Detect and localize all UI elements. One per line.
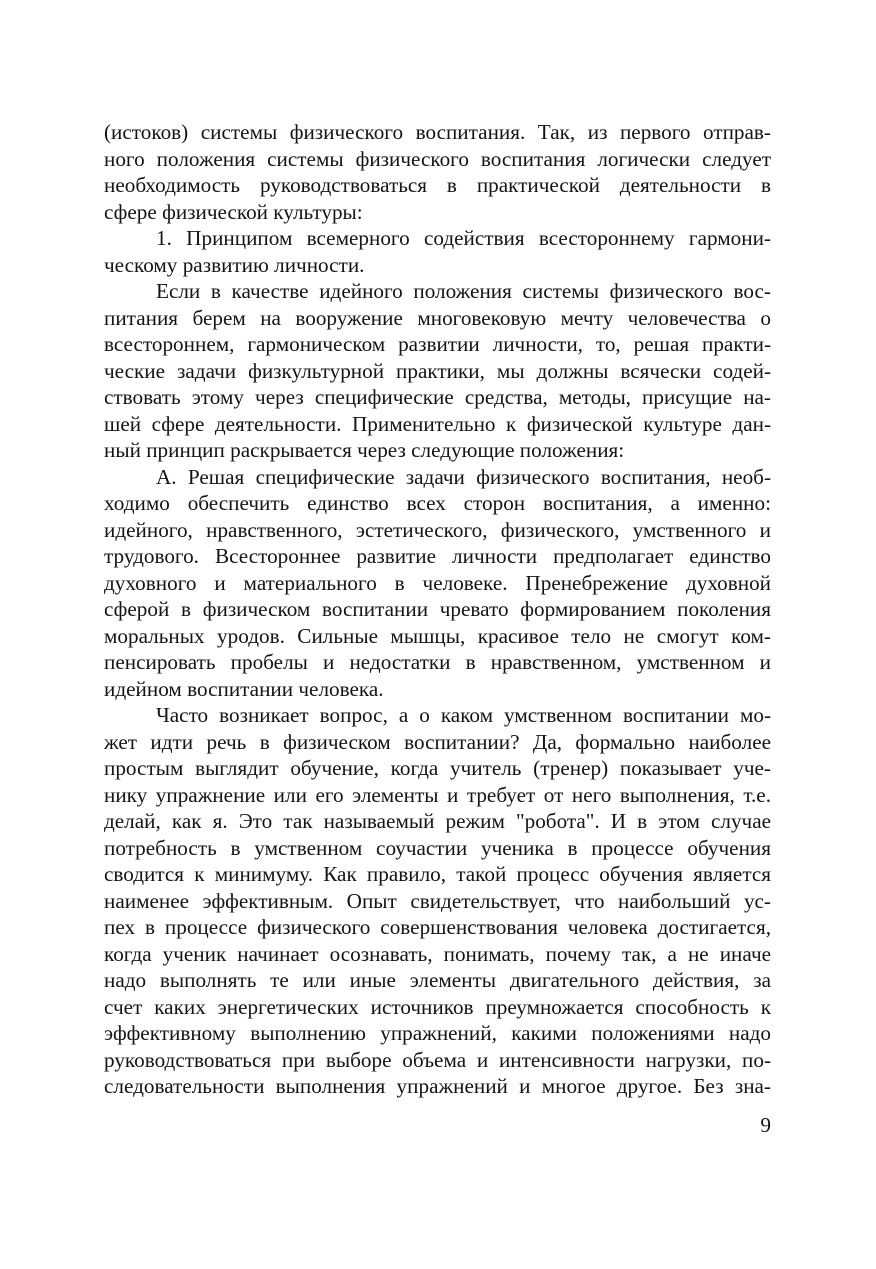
text-line: счет каких энергетических источников преумножается способность к (104, 994, 771, 1019)
text-line: нику упражнение или его элементы и требует от него выполнения, т.е. (104, 782, 771, 807)
text-line: ный принцип раскрывается через следующие положения: (104, 438, 625, 462)
text-line: жет идти речь в физическом воспитании? Да, формально наиболее (104, 729, 771, 754)
paragraph (104, 464, 771, 703)
text-line: простым выглядит обучение, когда учитель (тренер) показывает уче- (104, 756, 771, 780)
text-line: эффективному выполнению упражнений, какими положениями надо (104, 1021, 771, 1045)
text-line: ного положения системы физического воспитания логически следует (104, 146, 771, 171)
text-line: пех в процессе физического совершенствования человека достигается, (104, 915, 771, 939)
paragraph (104, 702, 771, 1100)
text-line: питания берем на вооружение многовековую мечту человечества о (104, 305, 771, 330)
text-line: надо выполнять те или иные элементы двигательного действия, за (104, 968, 771, 992)
text-line: всестороннем, гармоническом развитии личности, то, решая практи- (104, 332, 771, 356)
text-line: сферой в физическом воспитании чревато формированием поколения (104, 597, 771, 621)
text-line: когда ученик начинает осознавать, понимать, почему так, а не иначе (104, 941, 771, 966)
paragraph (104, 278, 771, 464)
page-number: 9 (760, 1113, 771, 1137)
text-line: А. Решая специфические задачи физического воспитания, необ- (156, 464, 771, 489)
text-line: ческому развитию личности. (104, 252, 365, 277)
text-line: руководствоваться при выборе объема и интенсивности нагрузки, по- (104, 1047, 771, 1072)
text-line: ходимо обеспечить единство всех сторон воспитания, а именно: (104, 491, 771, 515)
text-line: идейном воспитании человека. (104, 676, 384, 701)
text-line: моральных уродов. Сильные мышцы, красивое тело не смогут ком- (104, 623, 771, 648)
text-line: сводится к минимуму. Как правило, такой процесс обучения является (104, 862, 771, 886)
text-line: делай, как я. Это так называемый режим "робота". И в этом случае (104, 809, 771, 833)
text-line: идейного, нравственного, эстетического, физического, умственного и (104, 517, 771, 542)
text-line: наименее эффективным. Опыт свидетельствует, что наибольший ус- (104, 888, 771, 913)
text-line: следовательности выполнения упражнений и многое другое. Без зна- (104, 1074, 771, 1098)
text-line: 1. Принципом всемерного содействия всестороннему гармони- (156, 226, 771, 250)
paragraph (104, 225, 771, 278)
text-line: пенсировать пробелы и недостатки в нравственном, умственном и (104, 650, 771, 674)
text-line: ческие задачи физкультурной практики, мы должны всячески содей- (104, 358, 771, 383)
text-line: ствовать этому через специфические средства, методы, присущие на- (104, 385, 771, 409)
text-line: сфере физической культуры: (104, 199, 363, 224)
text-line: Если в качестве идейного положения системы физического вос- (156, 279, 771, 303)
text-line: необходимость руководствоваться в практической деятельности в (104, 173, 771, 197)
text-line: потребность в умственном соучастии ученика в процессе обучения (104, 835, 771, 860)
text-line: трудового. Всестороннее развитие личности предполагает единство (104, 544, 771, 568)
text-line: Часто возникает вопрос, а о каком умственном воспитании мо- (156, 703, 771, 727)
paragraph (104, 119, 771, 225)
text-line: духовного и материального в человеке. Пренебрежение духовной (104, 570, 771, 595)
text-line: (истоков) системы физического воспитания. Так, из первого отправ- (104, 120, 771, 144)
page-body (104, 119, 771, 1100)
text-line: шей сфере деятельности. Применительно к физической культуре дан- (104, 411, 771, 436)
